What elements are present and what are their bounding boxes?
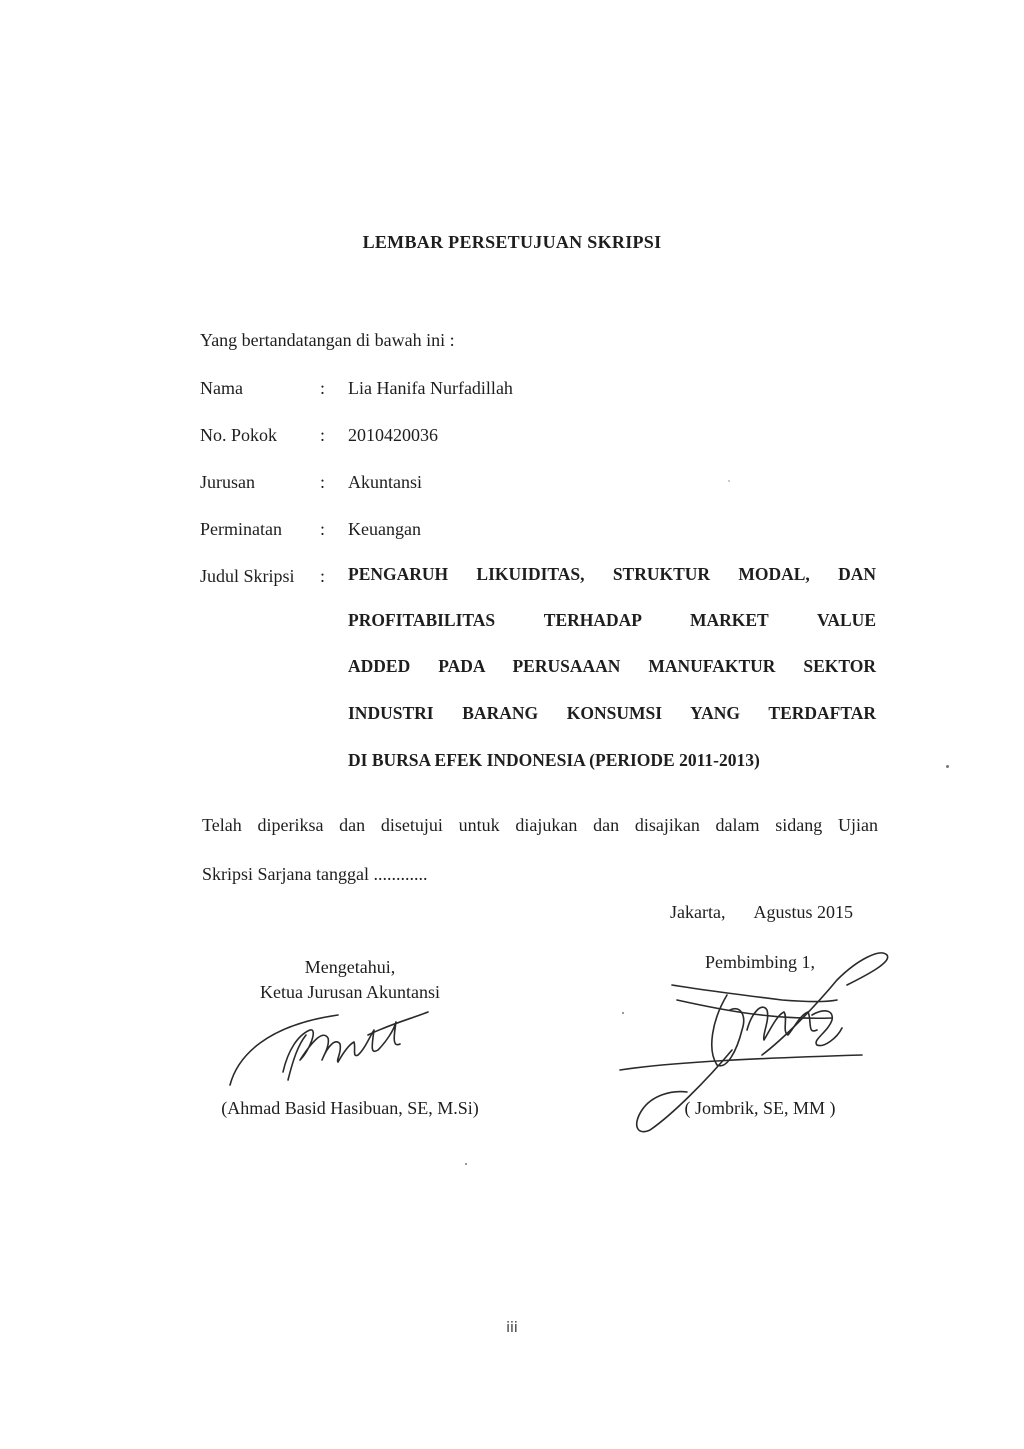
field-colon: : — [320, 566, 326, 586]
scan-speck — [465, 1163, 467, 1165]
left-signatory-name: (Ahmad Basid Hasibuan, SE, M.Si) — [221, 1098, 479, 1118]
date-month-year: Agustus 2015 — [753, 902, 853, 922]
left-signatory-line2: Ketua Jurusan Akuntansi — [260, 982, 440, 1002]
left-signature-icon — [228, 1000, 448, 1095]
field-label: Judul Skripsi — [200, 566, 295, 586]
thesis-title-line: PENGARUH LIKUIDITAS, STRUKTUR MODAL, DAN — [348, 564, 876, 584]
field-label: Nama — [200, 378, 243, 398]
right-signatory-name: ( Jombrik, SE, MM ) — [684, 1098, 836, 1118]
date-line — [670, 902, 853, 923]
right-signatory-line1: Pembimbing 1, — [704, 952, 815, 972]
field-colon: : — [320, 378, 326, 398]
date-city: Jakarta, — [670, 902, 726, 922]
right-signature-icon — [612, 940, 902, 1135]
field-colon: : — [320, 519, 326, 539]
field-label: Jurusan — [200, 472, 255, 492]
statement-line: Telah diperiksa dan disetujui untuk diajukan dan disajikan dalam sidang Ujian — [202, 815, 878, 835]
page-number: iii — [506, 1320, 518, 1336]
intro-text: Yang bertandatangan di bawah ini : — [200, 330, 455, 350]
scan-speck — [622, 1012, 624, 1014]
thesis-title-line: ADDED PADA PERUSAAAN MANUFAKTUR SEKTOR — [348, 656, 876, 676]
page-title: LEMBAR PERSETUJUAN SKRIPSI — [362, 232, 662, 252]
statement-line: Skripsi Sarjana tanggal ............ — [202, 864, 428, 884]
field-value: Lia Hanifa Nurfadillah — [348, 378, 513, 398]
scan-speck — [728, 480, 730, 482]
field-label: No. Pokok — [200, 425, 278, 445]
left-signatory-line1: Mengetahui, — [304, 957, 396, 977]
field-value: 2010420036 — [348, 425, 438, 445]
thesis-title-line: DI BURSA EFEK INDONESIA (PERIODE 2011-2013) — [348, 750, 760, 770]
scan-speck — [946, 765, 949, 768]
field-colon: : — [320, 425, 326, 445]
thesis-title-line: PROFITABILITAS TERHADAP MARKET VALUE — [348, 610, 876, 630]
field-value: Akuntansi — [348, 472, 422, 492]
thesis-title-line: INDUSTRI BARANG KONSUMSI YANG TERDAFTAR — [348, 703, 876, 723]
field-colon: : — [320, 472, 326, 492]
field-value: Keuangan — [348, 519, 421, 539]
field-label: Perminatan — [200, 519, 282, 539]
